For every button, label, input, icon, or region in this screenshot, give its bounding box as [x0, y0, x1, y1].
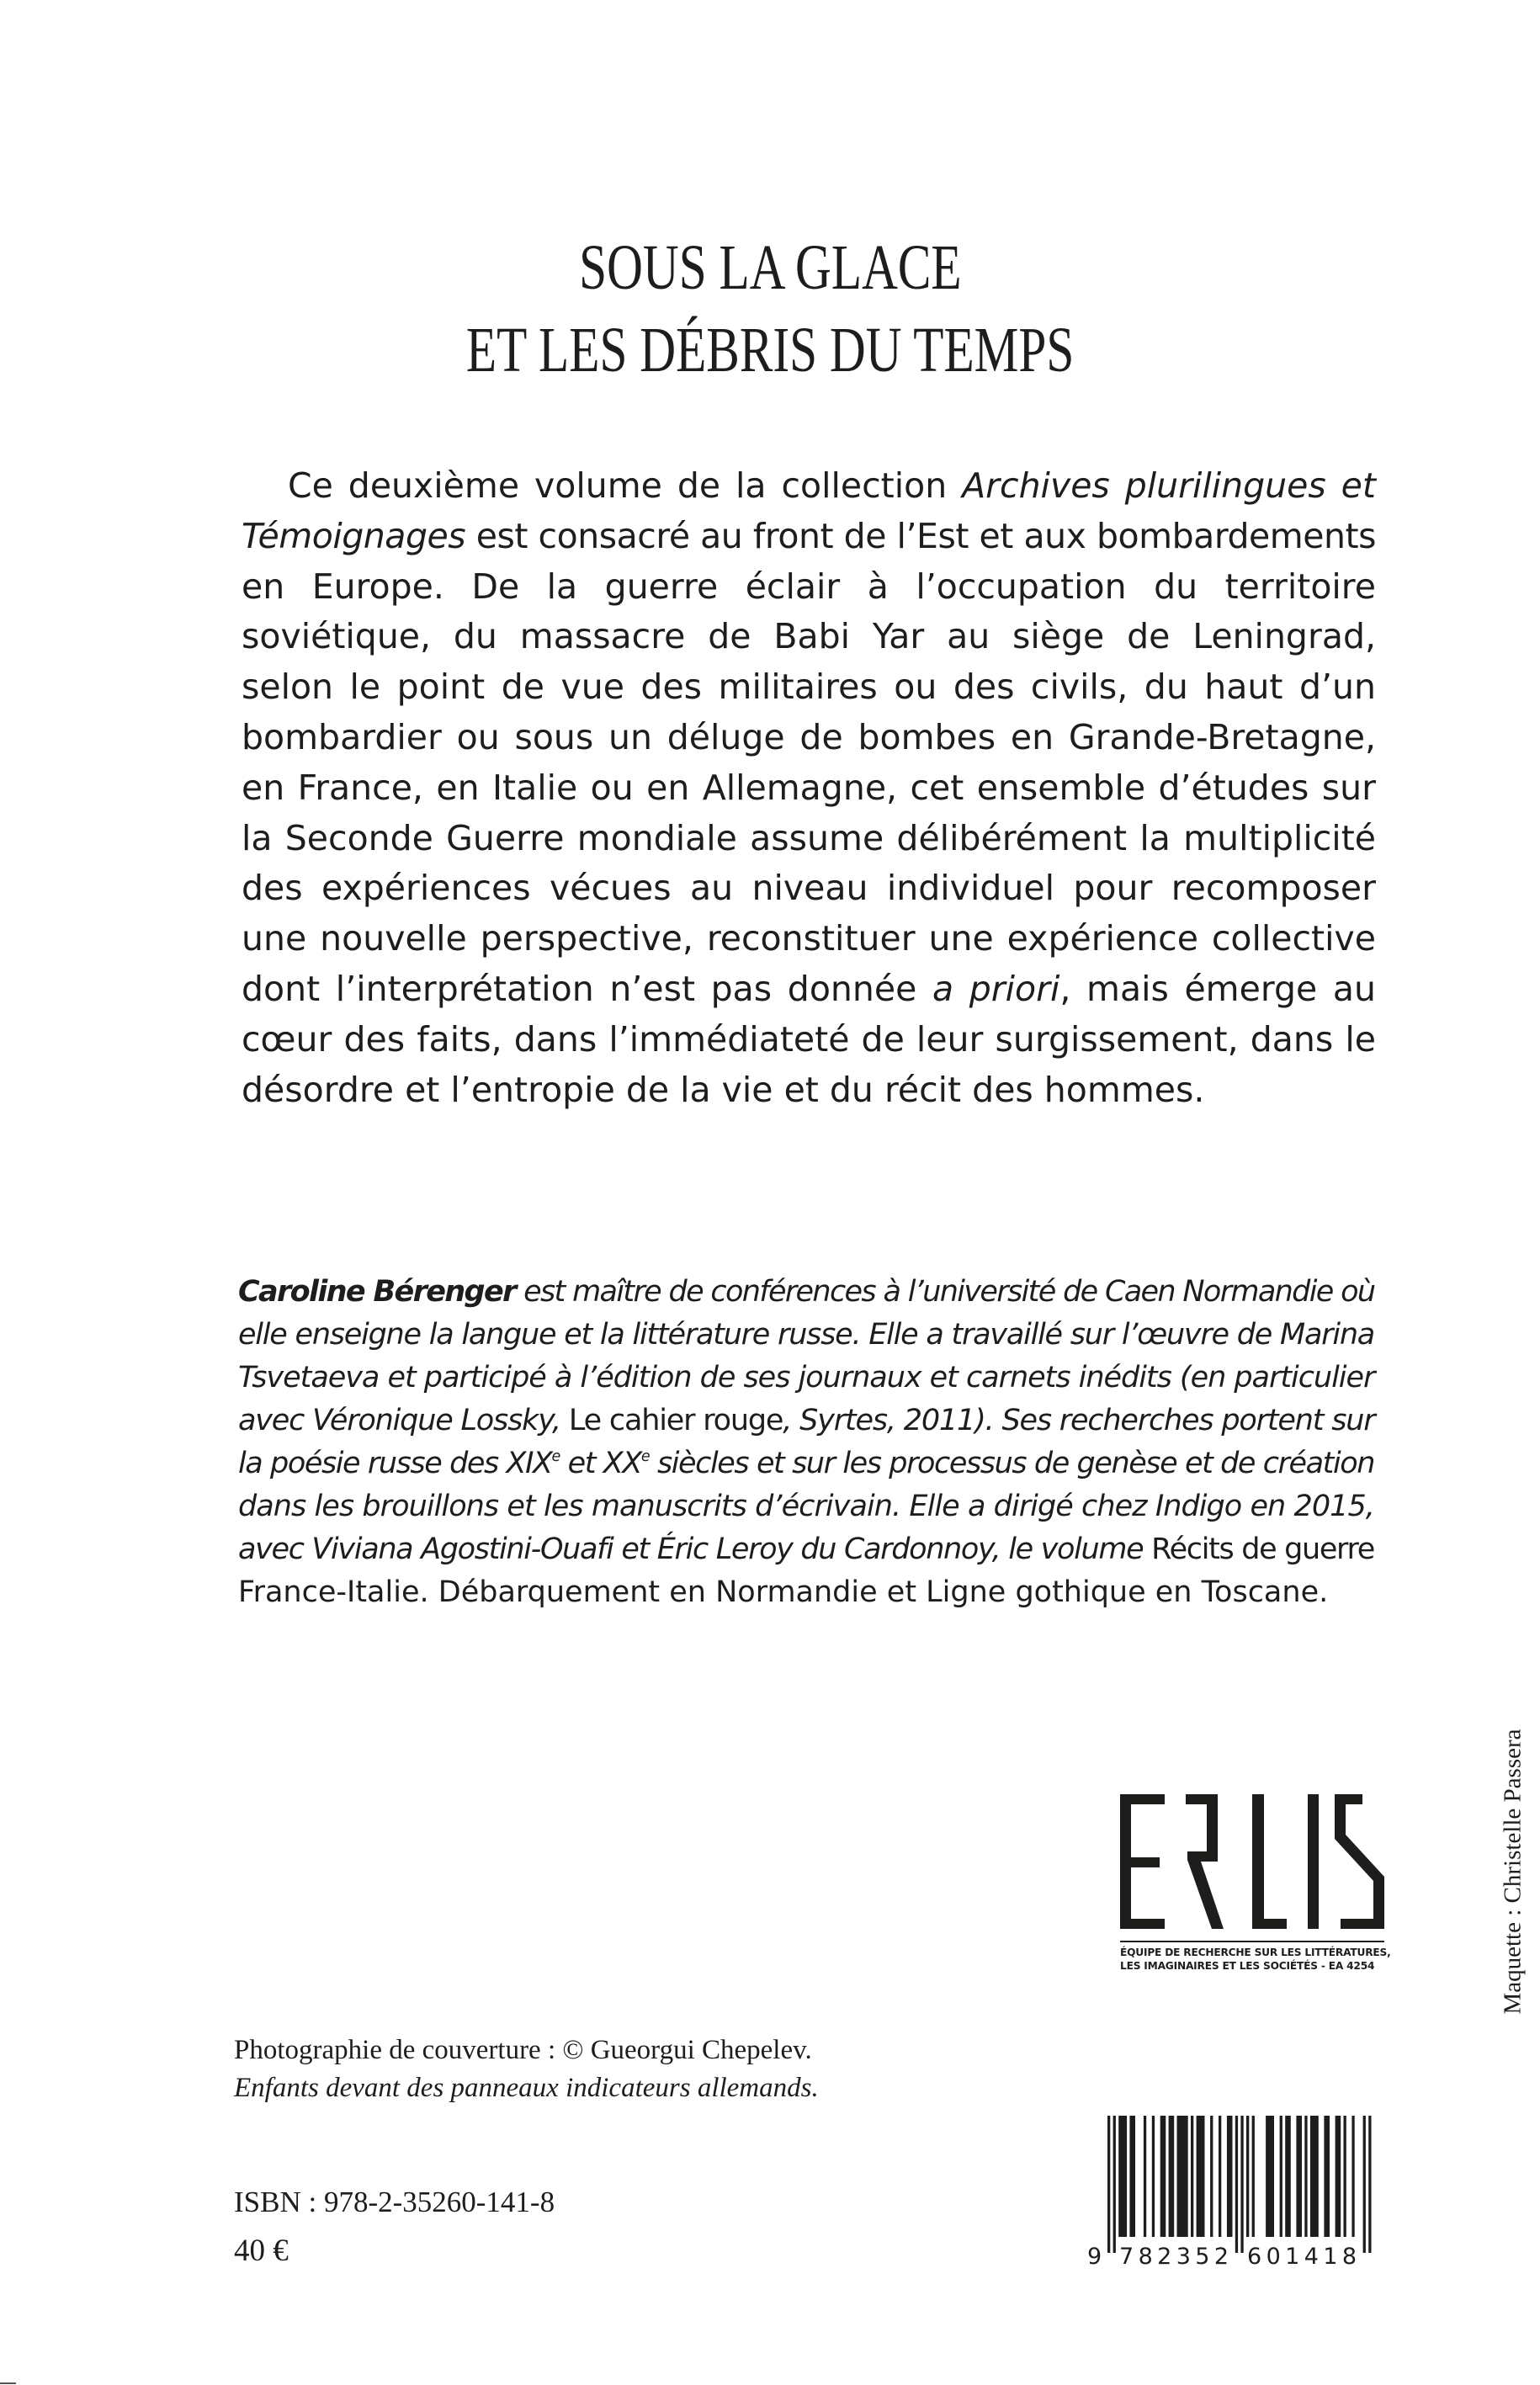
- text-span: en Europe. De la guerre éclair à l’occupation du territoire: [242, 566, 1376, 607]
- barcode-bar: [1285, 2116, 1291, 2237]
- summary-line: [242, 717, 1376, 757]
- summary-line: [242, 515, 1376, 556]
- summary-line: [242, 767, 1376, 808]
- text-span: en France, en Italie ou en Allemagne, cet ensemble d’études sur: [242, 767, 1376, 808]
- erlis-logo: [1120, 1794, 1384, 1929]
- barcode-bar: [1240, 2116, 1243, 2253]
- logo-letter-e: [1120, 1794, 1165, 1929]
- text-span: , Syrtes, 2011). Ses recherches portent sur: [783, 1404, 1375, 1437]
- barcode-bar: [1266, 2116, 1274, 2237]
- barcode-bar: [1296, 2116, 1302, 2237]
- logo-divider: [1120, 1941, 1384, 1942]
- barcode-digits: 601418: [1247, 2244, 1357, 2268]
- bio-line: [238, 1492, 1374, 1522]
- barcode-bar: [1169, 2116, 1175, 2237]
- cover-photo-credit: Photographie de couverture : © Gueorgui Chepelev.: [234, 2035, 812, 2065]
- isbn: ISBN : 978-2-35260-141-8: [234, 2186, 555, 2218]
- text-span: selon le point de vue des militaires ou des civils, du haut d’un: [242, 667, 1376, 708]
- bio-line: [238, 1575, 1374, 1609]
- emphasized-text: Témoignages: [242, 515, 466, 556]
- barcode-bar: [1191, 2116, 1193, 2237]
- text-span: bombardier ou sous un déluge de bombes en Grande-Bretagne,: [242, 717, 1376, 757]
- text-span: avec Viviana Agostini-Ouafi et Éric Leroy du Cardonnoy, le volume: [238, 1532, 1152, 1566]
- barcode-bar: [1197, 2116, 1205, 2237]
- barcode-bar: [1113, 2116, 1116, 2253]
- emphasized-text: Archives plurilingues et: [962, 465, 1376, 506]
- barcode-bar: [1310, 2116, 1319, 2237]
- text-span: e: [551, 1448, 560, 1465]
- text-span: et XX: [559, 1447, 641, 1480]
- barcode-bar: [1219, 2116, 1221, 2237]
- summary-line: [242, 1069, 1376, 1110]
- book-title-text-2: ET LES DÉBRIS DU TEMPS: [465, 315, 1075, 385]
- barcode-digits: 782352: [1119, 2244, 1229, 2268]
- barcode-digits: 9: [1087, 2244, 1102, 2268]
- text-span: désordre et l’entropie de la vie et du récit des hommes.: [242, 1069, 1205, 1110]
- barcode-bar: [1227, 2116, 1233, 2237]
- book-title-line-2: [0, 315, 1540, 385]
- logo-letter-r: [1186, 1794, 1224, 1929]
- book-title-text-1: SOUS LA GLACE: [578, 232, 962, 303]
- logo-letter-l: [1252, 1794, 1287, 1929]
- layout-credit: Maquette : Christelle Passera: [1499, 1729, 1527, 2015]
- barcode-bar: [1351, 2116, 1354, 2237]
- text-span: e: [640, 1448, 650, 1465]
- barcode-bar: [1210, 2116, 1213, 2237]
- emphasized-text: Le cahier rouge: [568, 1404, 783, 1437]
- summary-line: [242, 817, 1376, 858]
- text-span: est consacré au front de l’Est et aux bombardements: [465, 515, 1376, 556]
- barcode-bar: [1363, 2116, 1366, 2253]
- emphasized-text: France-Italie. Débarquement en Normandie et Ligne gothique en Toscane.: [238, 1575, 1329, 1609]
- barcode-bar: [1252, 2116, 1255, 2237]
- barcode-bar: [1280, 2116, 1282, 2237]
- bio-line: [238, 1532, 1374, 1566]
- barcode-bar: [1152, 2116, 1155, 2237]
- summary-line: [288, 465, 1376, 506]
- text-span: elle enseigne la langue et la littérature russe. Elle a travaillé sur l’œuvre de Marina: [238, 1318, 1374, 1352]
- text-span: cœur des faits, dans l’immédiateté de leur surgissement, dans le: [242, 1018, 1376, 1060]
- logo-subtitle-line-1: ÉQUIPE DE RECHERCHE SUR LES LITTÉRATURES,: [1120, 1947, 1391, 1958]
- text-span: , mais émerge au: [1059, 969, 1376, 1009]
- price: 40 €: [234, 2234, 289, 2268]
- text-span: avec Véronique Lossky,: [238, 1404, 569, 1437]
- barcode-bar: [1144, 2116, 1146, 2237]
- summary-line: [242, 868, 1376, 909]
- bio-line: [238, 1320, 1374, 1350]
- barcode-bar: [1118, 2116, 1127, 2237]
- barcode-bar: [1160, 2116, 1166, 2237]
- bio-line: [238, 1406, 1374, 1436]
- text-span: la Seconde Guerre mondiale assume délibérément la multiplicité: [242, 817, 1376, 858]
- barcode-bar: [1235, 2116, 1238, 2253]
- text-span: soviétique, du massacre de Babi Yar au siège de Leningrad,: [242, 616, 1376, 657]
- text-span: siècles et sur les processus de genèse et de création: [649, 1447, 1375, 1480]
- cover-photo-caption: Enfants devant des panneaux indicateurs allemands.: [234, 2073, 819, 2103]
- emphasized-text: a priori: [932, 969, 1060, 1009]
- barcode-bar: [1177, 2116, 1188, 2237]
- bio-line: [238, 1363, 1374, 1393]
- logo-letter-s: [1335, 1794, 1384, 1929]
- crop-mark: [0, 2382, 16, 2384]
- barcode-bar: [1344, 2116, 1346, 2237]
- summary-line: [242, 918, 1376, 959]
- summary-line: [242, 667, 1376, 708]
- text-span: une nouvelle perspective, reconstituer une expérience collective: [242, 918, 1376, 959]
- author-name: Caroline Bérenger: [238, 1275, 516, 1309]
- text-span: Tsvetaeva et participé à l’édition de ses journaux et carnets inédits (en particulier: [238, 1361, 1375, 1394]
- barcode-bar: [1336, 2116, 1341, 2237]
- text-span: est maître de conférences à l’université de Caen Normandie où: [515, 1275, 1375, 1309]
- barcode-bar: [1246, 2116, 1249, 2237]
- bio-line: [238, 1449, 1374, 1479]
- summary-line: [242, 566, 1376, 607]
- barcode-bar: [1129, 2116, 1135, 2237]
- barcode-bar: [1107, 2116, 1110, 2253]
- text-span: dans les brouillons et les manuscrits d’écrivain. Elle a dirigé chez Indigo en 2015,: [238, 1490, 1374, 1523]
- summary-line: [242, 969, 1376, 1009]
- text-span: Ce deuxième volume de la collection: [288, 465, 963, 506]
- barcode-bar: [1368, 2116, 1371, 2253]
- text-span: dont l’interprétation n’est pas donnée: [242, 969, 932, 1009]
- barcode-bar: [1304, 2116, 1307, 2237]
- text-span: des expériences vécues au niveau individuel pour recomposer: [242, 868, 1376, 909]
- barcode-bar: [1324, 2116, 1330, 2237]
- isbn-barcode: [1086, 2112, 1376, 2268]
- emphasized-text: Récits de guerre: [1151, 1532, 1374, 1566]
- logo-letter-i: [1308, 1794, 1319, 1929]
- logo-subtitle-line-2: LES IMAGINAIRES ET LES SOCIÉTÉS - EA 4254: [1120, 1960, 1375, 1972]
- summary-line: [242, 616, 1376, 657]
- bio-line: [238, 1277, 1374, 1307]
- book-title-line-1: [0, 232, 1540, 303]
- text-span: la poésie russe des XIX: [238, 1447, 552, 1480]
- summary-line: [242, 1018, 1376, 1060]
